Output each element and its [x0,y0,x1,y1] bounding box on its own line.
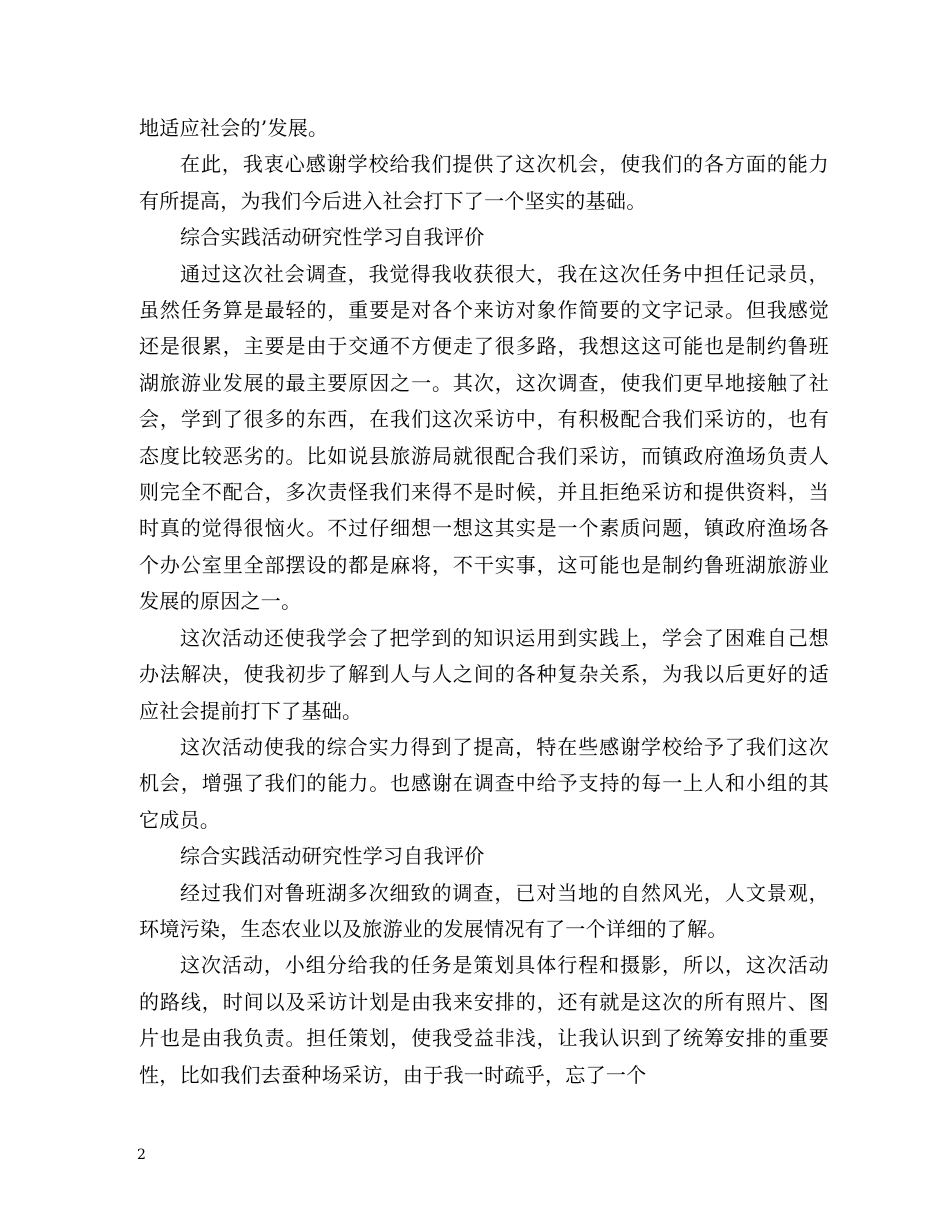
paragraph-investigation-summary: 经过我们对鲁班湖多次细致的调查，已对当地的自然风光，人文景观，环境污染，生态农业以及旅游业的发展情况有了一个详细的了解。 [139,880,829,941]
paragraph-gratitude: 这次活动使我的综合实力得到了提高，特在些感谢学校给予了我们这次机会，增强了我们的能力。也感谢在调查中给予支持的每一上人和小组的其它成员。 [139,734,829,832]
paragraph-planning-role: 这次活动，小组分给我的任务是策划具体行程和摄影，所以，这次活动的路线，时间以及采访计划是由我来安排的，还有就是这次的所有照片、图片也是由我负责。担任策划，使我受益非浅，让我认识到了统筹安排的重要性，比如我们去蚕种场采访，由于我一时疏乎，忘了一个 [139,953,829,1087]
section-heading: 综合实践活动研究性学习自我评价 [180,844,485,869]
paragraph-skills-learned: 这次活动还使我学会了把学到的知识运用到实践上，学会了困难自己想办法解决，使我初步了解到人与人之间的各种复杂关系，为我以后更好的适应社会提前打下了基础。 [139,625,829,723]
paragraph-continuation: 地适应社会的’发展。 [139,116,329,140]
document-body [139,110,829,1093]
paragraph-survey-experience: 通过这次社会调查，我觉得我收获很大，我在这次任务中担任记录员，虽然任务算是最轻的，重要是对各个来访对象作简要的文字记录。但我感觉还是很累，主要是由于交通不方便走了很多路，我想这这可能也是制约鲁班湖旅游业发展的最主要原因之一。其次，这次调查，使我们更早地接触了社会，学到了很多的东西，在我们这次采访中，有积极配合我们采访的，也有态度比较恶劣的。比如说县旅游局就很配合我们采访，而镇政府渔场负责人则完全不配合，多次责怪我们来得不是时候，并且拒绝采访和提供资料，当时真的觉得很恼火。不过仔细想一想这其实是一个素质问题，镇政府渔场各个办公室里全部摆设的都是麻将，不干实事，这可能也是制约鲁班湖旅游业发展的原因之一。 [139,261,829,614]
section-heading: 综合实践活动研究性学习自我评价 [180,225,485,250]
paragraph-thanks: 在此，我衷心感谢学校给我们提供了这次机会，使我们的各方面的能力有所提高，为我们今后进入社会打下了一个坚实的基础。 [139,152,829,213]
page-number: 2 [137,1147,146,1163]
